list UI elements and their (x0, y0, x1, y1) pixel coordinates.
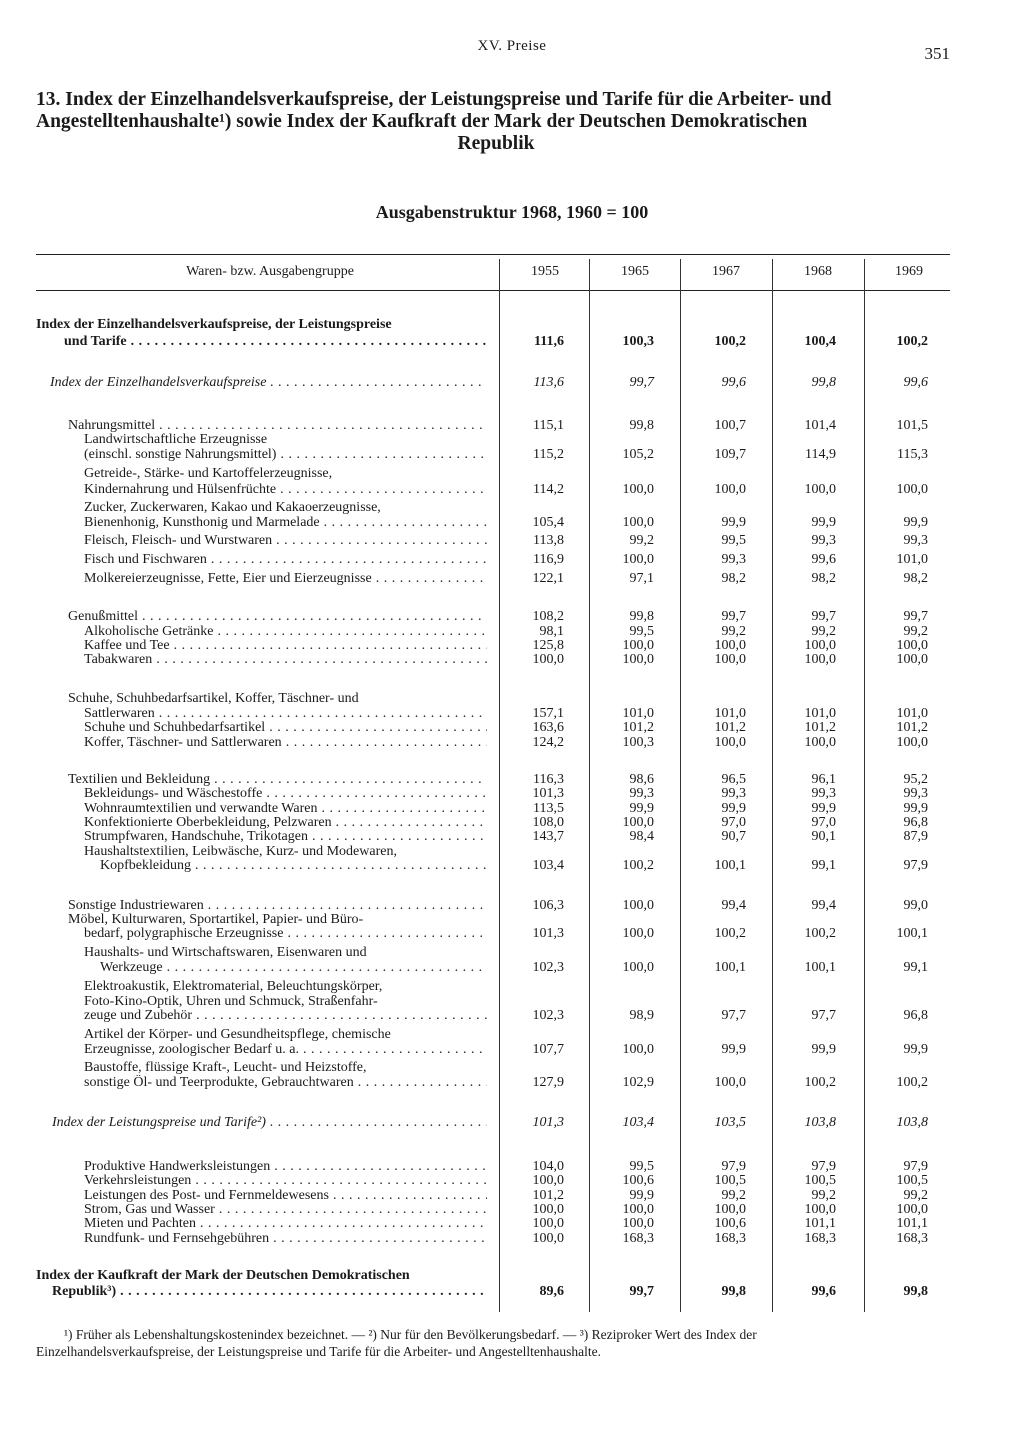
cell-1968: 100,4 (804, 334, 836, 349)
row-label: sonstige Öl- und Teerprodukte, Gebrauchtwaren . . . (84, 1075, 487, 1091)
row-label: Bekleidungs- und Wäschestoffe . . . (84, 786, 487, 802)
cell-1965: 100,0 (622, 926, 654, 941)
cell-1968: 100,0 (804, 482, 836, 497)
row-label: Foto-Kino-Optik, Uhren und Schmuck, Straßenfahr- (84, 994, 378, 1009)
cell-1969: 100,0 (896, 652, 928, 667)
cell-1969: 96,8 (903, 1008, 928, 1023)
row-label: Strumpfwaren, Handschuhe, Trikotagen . . . (84, 829, 487, 845)
column-header-1969: 1969 (895, 264, 923, 279)
row-label: Sattlerwaren . . . (84, 706, 487, 722)
row-label: Schuhe und Schuhbedarfsartikel . . . (84, 720, 487, 736)
cell-1968: 99,2 (811, 1188, 836, 1203)
row-label: Bienenhonig, Kunsthonig und Marmelade . . . (84, 515, 487, 531)
cell-1955: 111,6 (534, 334, 564, 349)
row-label: Alkoholische Getränke . . . (84, 624, 487, 640)
cell-1967: 99,3 (721, 552, 746, 567)
cell-1969: 99,8 (903, 1284, 928, 1299)
cell-1955: 125,8 (532, 638, 564, 653)
cell-1967: 97,7 (721, 1008, 746, 1023)
column-header-1967: 1967 (712, 264, 740, 279)
row-label: Index der Kaufkraft der Mark der Deutschen Demokratischen (36, 1268, 410, 1283)
cell-1967: 100,0 (714, 735, 746, 750)
cell-1969: 99,9 (903, 1042, 928, 1057)
cell-1967: 97,9 (721, 1159, 746, 1174)
cell-1967: 103,5 (714, 1115, 746, 1130)
table-row (0, 945, 1024, 961)
cell-1968: 99,7 (811, 609, 836, 624)
cell-1969: 101,0 (896, 552, 928, 567)
cell-1967: 100,2 (714, 334, 746, 349)
cell-1955: 102,3 (532, 1008, 564, 1023)
cell-1969: 99,1 (903, 960, 928, 975)
cell-1969: 96,8 (903, 815, 928, 830)
cell-1965: 99,5 (629, 1159, 654, 1174)
row-label: Republik³) . . . (52, 1284, 487, 1300)
cell-1965: 100,0 (622, 482, 654, 497)
cell-1968: 103,8 (804, 1115, 836, 1130)
cell-1968: 101,0 (804, 706, 836, 721)
cell-1955: 113,5 (533, 801, 564, 816)
cell-1955: 113,6 (533, 375, 564, 390)
cell-1968: 99,9 (811, 801, 836, 816)
cell-1969: 101,0 (896, 706, 928, 721)
cell-1967: 96,5 (721, 772, 746, 787)
table-row (0, 829, 1024, 845)
cell-1967: 99,2 (721, 624, 746, 639)
cell-1969: 103,8 (896, 1115, 928, 1130)
row-label: Landwirtschaftliche Erzeugnisse (84, 432, 268, 447)
cell-1967: 100,2 (714, 926, 746, 941)
row-label: Produktive Handwerksleistungen . . . (84, 1159, 487, 1175)
cell-1969: 99,3 (903, 533, 928, 548)
cell-1965: 168,3 (622, 1231, 654, 1246)
table-row (0, 466, 1024, 482)
footnote-line-2: Einzelhandelsverkaufspreise, der Leistungspreise und Tarife für die Arbeiter- und Angestelltenhaushalte. (36, 1344, 601, 1359)
cell-1965: 97,1 (629, 571, 654, 586)
row-label: Getreide-, Stärke- und Kartoffelerzeugnisse, (84, 466, 333, 481)
cell-1968: 101,2 (804, 720, 836, 735)
cell-1968: 97,9 (811, 1159, 836, 1174)
cell-1965: 100,0 (622, 1202, 654, 1217)
cell-1968: 100,0 (804, 735, 836, 750)
cell-1955: 100,0 (532, 652, 564, 667)
table-row (0, 375, 1024, 391)
row-label: Zucker, Zuckerwaren, Kakao und Kakaoerzeugnisse, (84, 500, 381, 515)
table-row (0, 1075, 1024, 1091)
cell-1965: 99,2 (629, 533, 654, 548)
cell-1955: 89,6 (539, 1284, 564, 1299)
cell-1969: 97,9 (903, 1159, 928, 1174)
cell-1969: 97,9 (903, 858, 928, 873)
cell-1955: 115,1 (533, 418, 564, 433)
cell-1955: 115,2 (533, 447, 564, 462)
cell-1955: 122,1 (532, 571, 564, 586)
cell-1965: 100,0 (622, 960, 654, 975)
table-row (0, 691, 1024, 707)
cell-1965: 105,2 (622, 447, 654, 462)
cell-1955: 113,8 (533, 533, 564, 548)
cell-1968: 101,4 (804, 418, 836, 433)
cell-1965: 100,0 (622, 1042, 654, 1057)
row-label: Nahrungsmittel . . . (68, 418, 487, 434)
table-row (0, 447, 1024, 463)
cell-1967: 100,0 (714, 1075, 746, 1090)
cell-1965: 101,0 (622, 706, 654, 721)
cell-1955: 108,2 (532, 609, 564, 624)
cell-1965: 102,9 (622, 1075, 654, 1090)
cell-1955: 101,2 (532, 1188, 564, 1203)
cell-1969: 100,0 (896, 482, 928, 497)
cell-1967: 100,1 (714, 960, 746, 975)
top-rule (36, 254, 950, 255)
cell-1967: 99,9 (721, 515, 746, 530)
row-label: Tabakwaren . . . (84, 652, 487, 668)
table-row (0, 1008, 1024, 1024)
table-row (0, 552, 1024, 568)
cell-1969: 168,3 (896, 1231, 928, 1246)
table-row (0, 482, 1024, 498)
cell-1967: 99,4 (721, 898, 746, 913)
cell-1968: 100,0 (804, 652, 836, 667)
table-row (0, 979, 1024, 995)
table-row (0, 858, 1024, 874)
row-label: zeuge und Zubehör . . . (84, 1008, 487, 1024)
cell-1965: 100,0 (622, 638, 654, 653)
column-header-1965: 1965 (621, 264, 649, 279)
row-label: Elektroakustik, Elektromaterial, Beleuchtungskörper, (84, 979, 383, 994)
page-number: 351 (924, 44, 950, 63)
table-row (0, 1060, 1024, 1076)
footnote-line-1: ¹) Früher als Lebenshaltungskostenindex bezeichnet. — ²) Nur für den Bevölkerungsbedarf. — ³) Reziproker Wert des Index der (64, 1327, 757, 1342)
table-row (0, 317, 1024, 333)
cell-1967: 99,7 (721, 609, 746, 624)
cell-1967: 90,7 (721, 829, 746, 844)
cell-1969: 100,2 (896, 334, 928, 349)
cell-1969: 95,2 (903, 772, 928, 787)
table-row (0, 571, 1024, 587)
cell-1968: 99,3 (811, 786, 836, 801)
cell-1955: 108,0 (532, 815, 564, 830)
table-row (0, 1042, 1024, 1058)
cell-1965: 99,9 (629, 1188, 654, 1203)
table-row (0, 786, 1024, 802)
cell-1965: 100,2 (622, 858, 654, 873)
row-label: Baustoffe, flüssige Kraft-, Leucht- und Heizstoffe, (84, 1060, 367, 1075)
row-label: Genußmittel . . . (68, 609, 487, 625)
table-title (36, 89, 956, 155)
cell-1965: 100,0 (622, 815, 654, 830)
cell-1965: 99,9 (629, 801, 654, 816)
cell-1967: 99,5 (721, 533, 746, 548)
cell-1969: 100,0 (896, 735, 928, 750)
column-header-1968: 1968 (804, 264, 832, 279)
cell-1969: 101,5 (896, 418, 928, 433)
cell-1967: 101,0 (714, 706, 746, 721)
cell-1955: 100,0 (532, 1173, 564, 1188)
cell-1969: 101,2 (896, 720, 928, 735)
table-row (0, 533, 1024, 549)
cell-1968: 100,5 (804, 1173, 836, 1188)
cell-1955: 124,2 (532, 735, 564, 750)
table-row (0, 500, 1024, 516)
cell-1968: 100,2 (804, 926, 836, 941)
cell-1967: 98,2 (721, 571, 746, 586)
cell-1967: 97,0 (721, 815, 746, 830)
row-label: Mieten und Pachten . . . (84, 1216, 487, 1232)
footnote (36, 1326, 956, 1360)
cell-1969: 99,2 (903, 1188, 928, 1203)
cell-1967: 168,3 (714, 1231, 746, 1246)
cell-1955: 101,3 (532, 786, 564, 801)
row-label: Werkzeuge . . . (100, 960, 487, 976)
cell-1968: 100,2 (804, 1075, 836, 1090)
title-line-2: Angestelltenhaushalte¹) sowie Index der Kaufkraft der Mark der Deutschen Demokratischen (36, 111, 808, 132)
cell-1965: 99,8 (629, 418, 654, 433)
cell-1968: 100,0 (804, 638, 836, 653)
table-row (0, 1027, 1024, 1043)
cell-1955: 98,1 (539, 624, 564, 639)
cell-1968: 99,9 (811, 515, 836, 530)
cell-1968: 99,6 (811, 1284, 836, 1299)
row-label: Konfektionierte Oberbekleidung, Pelzwaren . . . (84, 815, 487, 831)
cell-1967: 100,0 (714, 1202, 746, 1217)
table-row (0, 1216, 1024, 1232)
cell-1969: 99,9 (903, 515, 928, 530)
cell-1965: 103,4 (622, 1115, 654, 1130)
cell-1965: 100,0 (622, 898, 654, 913)
cell-1967: 99,6 (721, 375, 746, 390)
title-line-1: 13. Index der Einzelhandelsverkaufspreise, der Leistungspreise und Tarife für die Arbeiter- und (36, 89, 832, 110)
row-label: Kaffee und Tee . . . (84, 638, 487, 654)
cell-1967: 101,2 (714, 720, 746, 735)
row-label: Molkereierzeugnisse, Fette, Eier und Eierzeugnisse . . . (84, 571, 487, 587)
row-label: (einschl. sonstige Nahrungsmittel) . . . (84, 447, 487, 463)
cell-1968: 98,2 (811, 571, 836, 586)
cell-1955: 101,3 (532, 926, 564, 941)
table-row (0, 609, 1024, 625)
cell-1965: 99,7 (629, 375, 654, 390)
cell-1968: 114,9 (805, 447, 836, 462)
cell-1967: 99,9 (721, 1042, 746, 1057)
cell-1969: 99,2 (903, 624, 928, 639)
cell-1968: 168,3 (804, 1231, 836, 1246)
cell-1965: 99,7 (629, 1284, 654, 1299)
cell-1968: 97,0 (811, 815, 836, 830)
row-label: Fleisch, Fleisch- und Wurstwaren . . . (84, 533, 487, 549)
cell-1969: 99,7 (903, 609, 928, 624)
cell-1968: 99,6 (811, 552, 836, 567)
table-row (0, 432, 1024, 448)
row-label: Leistungen des Post- und Fernmeldewesens . . . (84, 1188, 487, 1204)
cell-1967: 100,5 (714, 1173, 746, 1188)
cell-1965: 99,8 (629, 609, 654, 624)
column-header-1955: 1955 (531, 264, 559, 279)
row-label: Haushalts- und Wirtschaftswaren, Eisenwaren und (84, 945, 367, 960)
cell-1969: 100,0 (896, 1202, 928, 1217)
cell-1965: 100,0 (622, 1216, 654, 1231)
table-subtitle: Ausgabenstruktur 1968, 1960 = 100 (375, 202, 649, 222)
page-header-chapter: XV. Preise (477, 38, 547, 54)
table-row (0, 1284, 1024, 1300)
cell-1955: 114,2 (533, 482, 564, 497)
cell-1965: 100,3 (622, 334, 654, 349)
cell-1968: 99,3 (811, 533, 836, 548)
cell-1955: 104,0 (532, 1159, 564, 1174)
cell-1955: 127,9 (532, 1075, 564, 1090)
cell-1967: 100,0 (714, 638, 746, 653)
cell-1965: 98,4 (629, 829, 654, 844)
cell-1965: 98,6 (629, 772, 654, 787)
table-row (0, 1231, 1024, 1247)
cell-1955: 157,1 (532, 706, 564, 721)
row-label: Strom, Gas und Wasser . . . (84, 1202, 487, 1218)
cell-1968: 99,9 (811, 1042, 836, 1057)
table-row (0, 1115, 1024, 1131)
cell-1965: 99,3 (629, 786, 654, 801)
cell-1968: 99,1 (811, 858, 836, 873)
cell-1968: 99,8 (811, 375, 836, 390)
cell-1968: 101,1 (804, 1216, 836, 1231)
row-label: Index der Einzelhandelsverkaufspreise, der Leistungspreise (36, 317, 392, 332)
cell-1967: 100,0 (714, 652, 746, 667)
cell-1968: 100,1 (804, 960, 836, 975)
cell-1965: 100,0 (622, 652, 654, 667)
cell-1965: 98,9 (629, 1008, 654, 1023)
cell-1968: 99,4 (811, 898, 836, 913)
row-label: Kopfbekleidung . . . (100, 858, 487, 874)
cell-1967: 99,3 (721, 786, 746, 801)
table-row (0, 515, 1024, 531)
column-header-label: Waren- bzw. Ausgabengruppe (186, 264, 354, 279)
header-rule (36, 290, 950, 291)
cell-1968: 100,0 (804, 1202, 836, 1217)
row-label: Erzeugnisse, zoologischer Bedarf u. a. . . . (84, 1042, 487, 1058)
row-label: Möbel, Kulturwaren, Sportartikel, Papier- und Büro- (68, 912, 364, 927)
cell-1965: 100,6 (622, 1173, 654, 1188)
row-label: Wohnraumtextilien und verwandte Waren . . . (84, 801, 487, 817)
cell-1955: 100,0 (532, 1216, 564, 1231)
cell-1969: 98,2 (903, 571, 928, 586)
row-label: Schuhe, Schuhbedarfsartikel, Koffer, Täschner- und (68, 691, 359, 706)
row-label: und Tarife . . . (64, 334, 487, 350)
cell-1969: 100,1 (896, 926, 928, 941)
cell-1955: 116,9 (533, 552, 564, 567)
cell-1955: 116,3 (533, 772, 564, 787)
cell-1955: 163,6 (532, 720, 564, 735)
cell-1955: 106,3 (532, 898, 564, 913)
row-label: bedarf, polygraphische Erzeugnisse . . . (84, 926, 487, 942)
row-label: Textilien und Bekleidung . . . (68, 772, 487, 788)
cell-1967: 99,8 (721, 1284, 746, 1299)
cell-1965: 100,3 (622, 735, 654, 750)
cell-1955: 103,4 (532, 858, 564, 873)
row-label: Kindernahrung und Hülsenfrüchte . . . (84, 482, 487, 498)
cell-1969: 99,0 (903, 898, 928, 913)
cell-1967: 109,7 (714, 447, 746, 462)
table-row (0, 960, 1024, 976)
cell-1965: 100,0 (622, 515, 654, 530)
table-row (0, 1173, 1024, 1189)
cell-1968: 99,2 (811, 624, 836, 639)
table-row (0, 334, 1024, 350)
cell-1965: 99,5 (629, 624, 654, 639)
cell-1967: 100,1 (714, 858, 746, 873)
cell-1969: 101,1 (896, 1216, 928, 1231)
cell-1968: 90,1 (811, 829, 836, 844)
cell-1967: 100,7 (714, 418, 746, 433)
cell-1965: 100,0 (622, 552, 654, 567)
cell-1969: 100,5 (896, 1173, 928, 1188)
cell-1967: 100,6 (714, 1216, 746, 1231)
cell-1969: 100,2 (896, 1075, 928, 1090)
row-label: Index der Einzelhandelsverkaufspreise . . . (50, 375, 487, 391)
cell-1968: 97,7 (811, 1008, 836, 1023)
cell-1955: 107,7 (532, 1042, 564, 1057)
cell-1969: 99,9 (903, 801, 928, 816)
row-label: Sonstige Industriewaren . . . (68, 898, 487, 914)
row-label: Index der Leistungspreise und Tarife²) . . . (52, 1115, 487, 1131)
cell-1968: 96,1 (811, 772, 836, 787)
row-label: Koffer, Täschner- und Sattlerwaren . . . (84, 735, 487, 751)
cell-1969: 99,3 (903, 786, 928, 801)
cell-1955: 100,0 (532, 1231, 564, 1246)
table-row (0, 652, 1024, 668)
cell-1969: 100,0 (896, 638, 928, 653)
cell-1967: 100,0 (714, 482, 746, 497)
cell-1969: 87,9 (903, 829, 928, 844)
row-label: Fisch und Fischwaren . . . (84, 552, 487, 568)
table-row (0, 720, 1024, 736)
row-label: Verkehrsleistungen . . . (84, 1173, 487, 1189)
cell-1969: 115,3 (897, 447, 928, 462)
cell-1965: 101,2 (622, 720, 654, 735)
row-label: Rundfunk- und Fernsehgebühren . . . (84, 1231, 487, 1247)
table-row (0, 926, 1024, 942)
cell-1955: 101,3 (532, 1115, 564, 1130)
table-row (0, 735, 1024, 751)
cell-1967: 99,9 (721, 801, 746, 816)
cell-1955: 100,0 (532, 1202, 564, 1217)
title-line-3: Republik (457, 133, 535, 154)
table-row (0, 1268, 1024, 1284)
cell-1955: 102,3 (532, 960, 564, 975)
row-label: Artikel der Körper- und Gesundheitspflege, chemische (84, 1027, 391, 1042)
cell-1955: 105,4 (532, 515, 564, 530)
row-label: Haushaltstextilien, Leibwäsche, Kurz- und Modewaren, (84, 844, 397, 859)
cell-1969: 99,6 (903, 375, 928, 390)
cell-1967: 99,2 (721, 1188, 746, 1203)
cell-1955: 143,7 (532, 829, 564, 844)
